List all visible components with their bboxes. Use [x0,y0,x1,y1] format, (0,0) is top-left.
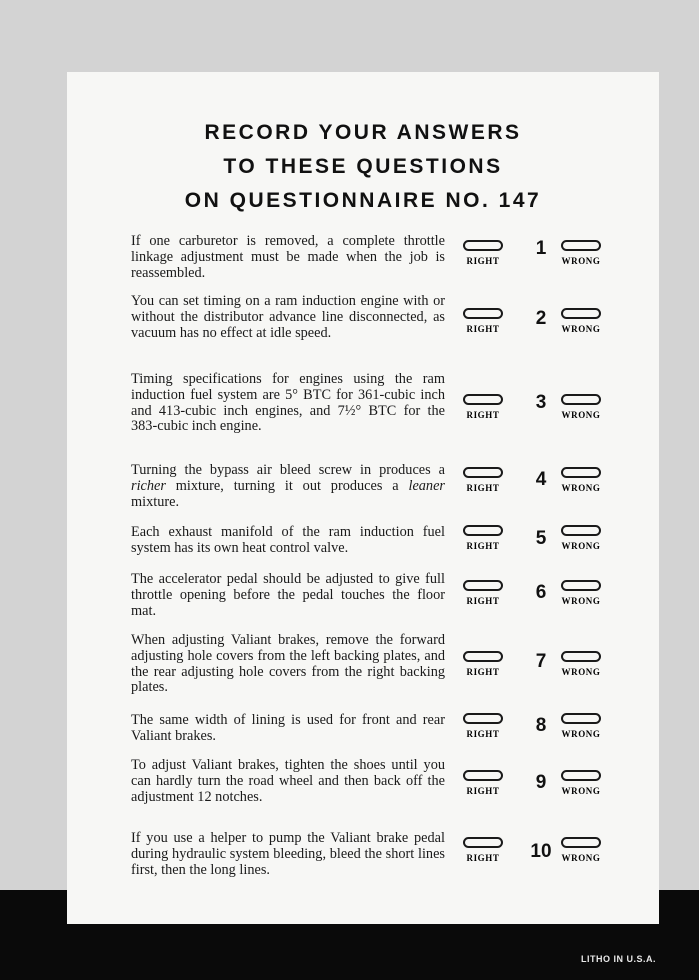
wrong-label: WRONG [561,729,601,739]
answer-right-5[interactable] [453,525,513,551]
right-label: RIGHT [466,853,500,863]
question-number: 2 [535,308,547,329]
right-label: RIGHT [466,667,500,677]
answer-oval [561,713,601,724]
question-text: If one carburetor is removed, a complete throttle linkage adjustment must be made when the job is reassembled. [131,233,445,281]
answer-oval [463,580,503,591]
answer-wrong-3[interactable] [551,394,611,420]
question-text: Each exhaust manifold of the ram induction fuel system has its own heat control valve. [131,524,445,556]
question-text: The accelerator pedal should be adjusted to give full throttle opening before the pedal touches the floor mat. [131,571,445,619]
wrong-label: WRONG [561,541,601,551]
question-text: To adjust Valiant brakes, tighten the shoes until you can hardly turn the road wheel and then back off the adjustment 12 notches. [131,757,445,805]
answer-right-6[interactable] [453,580,513,606]
title-line-2: TO THESE QUESTIONS [223,155,503,178]
answer-wrong-1[interactable] [551,240,611,266]
question-number: 9 [535,772,547,793]
answer-oval [561,394,601,405]
answer-oval [463,651,503,662]
answer-oval [561,467,601,478]
answer-right-8[interactable] [453,713,513,739]
right-label: RIGHT [466,541,500,551]
answer-oval [463,713,503,724]
question-text [131,463,445,510]
right-label: RIGHT [466,786,500,796]
wrong-label: WRONG [561,596,601,606]
right-label: RIGHT [466,410,500,420]
answer-oval [561,837,601,848]
answer-wrong-9[interactable] [551,770,611,796]
wrong-label: WRONG [561,324,601,334]
answer-oval [561,651,601,662]
wrong-label: WRONG [561,483,601,493]
question-text-part: mixture. [131,493,180,510]
answer-wrong-2[interactable] [551,308,611,334]
wrong-label: WRONG [561,410,601,420]
wrong-label: WRONG [561,256,601,266]
answer-right-4[interactable] [453,467,513,493]
answer-right-1[interactable] [453,240,513,266]
answer-oval [561,770,601,781]
emphasis-leaner: leaner [408,477,445,494]
answer-oval [463,240,503,251]
answer-wrong-5[interactable] [551,525,611,551]
question-number: 5 [535,528,547,549]
question-text: You can set timing on a ram induction engine with or without the distributor advance line disconnected, as vacuum has no effect at idle speed. [131,293,445,341]
litho-imprint: LITHO IN U.S.A. [581,954,656,964]
answer-oval [463,837,503,848]
answer-oval [561,525,601,536]
question-text: When adjusting Valiant brakes, remove the forward adjusting hole covers from the left backing plates, and the rear adjusting hole covers from the right backing plates. [131,632,445,696]
question-text: If you use a helper to pump the Valiant brake pedal during hydraulic system bleeding, bleed the short lines first, then the long lines. [131,830,445,878]
answer-oval [561,308,601,319]
question-number: 6 [535,582,547,603]
answer-oval [561,580,601,591]
question-number: 3 [535,392,547,413]
right-label: RIGHT [466,596,500,606]
emphasis-richer: richer [131,477,166,494]
right-label: RIGHT [466,256,500,266]
right-label: RIGHT [466,483,500,493]
answer-oval [463,525,503,536]
question-text-part: mixture, turning it out produces a [165,477,409,494]
answer-oval [463,394,503,405]
answer-right-2[interactable] [453,308,513,334]
question-number: 8 [535,715,547,736]
right-label: RIGHT [466,324,500,334]
answer-wrong-4[interactable] [551,467,611,493]
answer-oval [463,770,503,781]
wrong-label: WRONG [561,786,601,796]
answer-wrong-6[interactable] [551,580,611,606]
answer-right-3[interactable] [453,394,513,420]
answer-right-7[interactable] [453,651,513,677]
answer-wrong-10[interactable] [551,837,611,863]
title-line-3: ON QUESTIONNAIRE NO. 147 [184,189,542,212]
question-text: Timing specifications for engines using the ram induction fuel system are 5° BTC for 361-cubic inch and 413-cubic inch engines, and 7½° BTC for the 383-cubic inch engine. [131,371,445,435]
answer-oval [463,308,503,319]
answer-oval [561,240,601,251]
question-text: The same width of lining is used for front and rear Valiant brakes. [131,712,445,744]
wrong-label: WRONG [561,853,601,863]
question-number: 7 [535,651,547,672]
answer-wrong-8[interactable] [551,713,611,739]
right-label: RIGHT [466,729,500,739]
questionnaire-card [67,72,659,924]
answer-wrong-7[interactable] [551,651,611,677]
answer-oval [463,467,503,478]
wrong-label: WRONG [561,667,601,677]
question-number: 4 [535,469,547,490]
page-title [67,116,659,218]
question-number: 10 [530,841,552,862]
title-line-1: RECORD YOUR ANSWERS [204,121,522,144]
answer-right-10[interactable] [453,837,513,863]
answer-right-9[interactable] [453,770,513,796]
question-text-part: Turning the bypass air bleed screw in produces a [131,462,445,478]
question-number: 1 [535,238,547,259]
